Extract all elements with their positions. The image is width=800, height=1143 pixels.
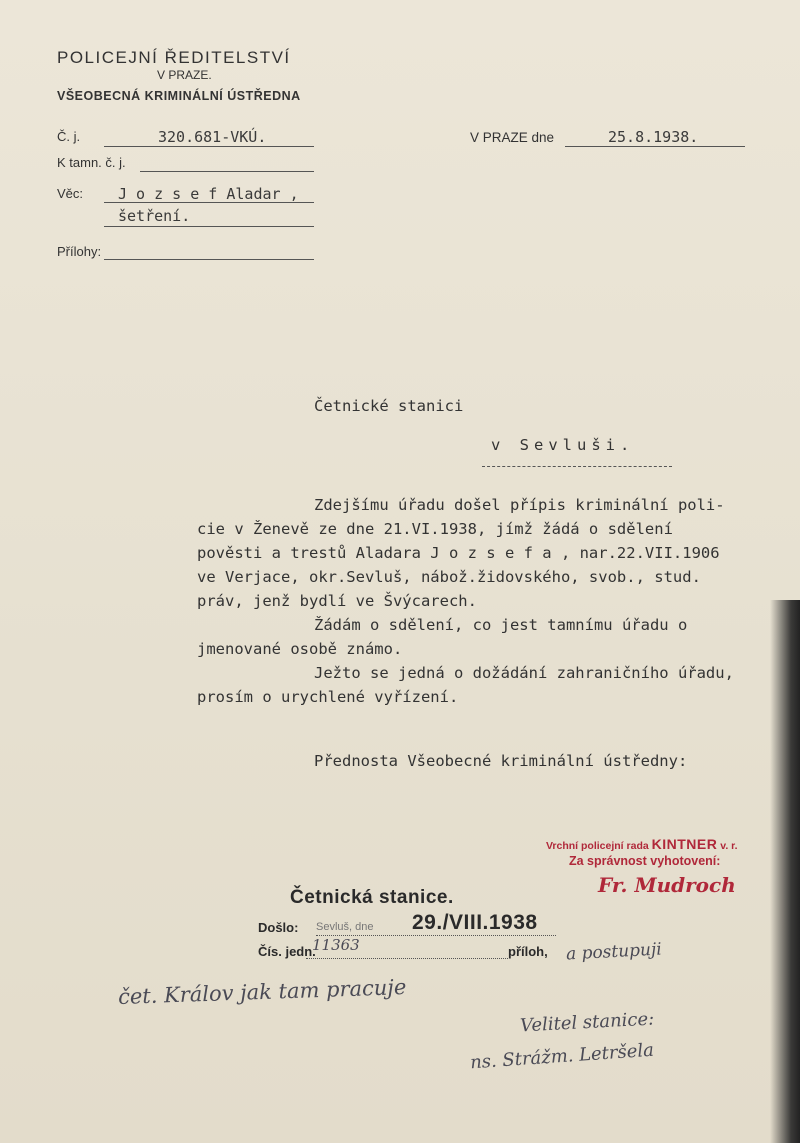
subject-line1 bbox=[104, 201, 314, 203]
addressee-underline bbox=[482, 465, 672, 467]
official-name: KINTNER bbox=[651, 836, 718, 852]
entry-number-label: Čís. jedn. bbox=[258, 944, 316, 959]
attachments-line bbox=[104, 258, 314, 260]
body-line: práv, jenž bydlí ve Švýcarech. bbox=[197, 592, 477, 610]
signatory-title: Přednosta Všeobecné kriminální ústředny: bbox=[314, 752, 688, 770]
body-line: jmenované osobě známo. bbox=[197, 640, 403, 658]
receipt-stamp-title: Četnická stanice. bbox=[290, 887, 454, 908]
official-signature-stamp bbox=[546, 836, 738, 852]
body-line: cie v Ženevě ze dne 21.VI.1938, jímž žádá o sdělení bbox=[197, 520, 673, 538]
date-value: 25.8.1938. bbox=[608, 128, 699, 146]
department-name: VŠEOBECNÁ KRIMINÁLNÍ ÚSTŘEDNA bbox=[57, 89, 301, 103]
institution-name: POLICEJNÍ ŘEDITELSTVÍ bbox=[57, 48, 291, 67]
addressee-line2: v Sevluši. bbox=[491, 436, 635, 454]
body-line: prosím o urychlené vyřízení. bbox=[197, 688, 459, 706]
received-date: 29./VIII.1938 bbox=[412, 911, 538, 934]
verifier-signature: Fr. Mudroch bbox=[598, 873, 736, 897]
entry-number-value: 11363 bbox=[312, 936, 360, 954]
addressee-line1: Četnické stanici bbox=[314, 397, 464, 415]
body-line: Žádám o sdělení, co jest tamnímu úřadu o bbox=[314, 616, 688, 634]
institution-city: V PRAZE. bbox=[157, 68, 212, 82]
prior-ref-label: K tamn. č. j. bbox=[57, 155, 126, 170]
received-place: Sevluš, dne bbox=[316, 921, 374, 933]
certification-text: Za správnost vyhotovení: bbox=[569, 854, 721, 868]
body-line: ve Verjace, okr.Sevluš, nábož.židovského, svob., stud. bbox=[197, 568, 701, 586]
entry-number-line bbox=[306, 957, 508, 959]
official-name-suffix: v. r. bbox=[720, 840, 738, 852]
ref-number-value: 320.681-VKÚ. bbox=[158, 128, 267, 146]
subject-line2 bbox=[104, 225, 314, 227]
date-label: V PRAZE dne bbox=[470, 130, 555, 145]
handwritten-note-instruction: čet. Králov jak tam pracuje bbox=[117, 974, 407, 1010]
received-label: Došlo: bbox=[258, 920, 299, 935]
handwritten-commander-signature: ns. Strážm. Letršela bbox=[469, 1039, 655, 1074]
attachments-label: Přílohy: bbox=[57, 244, 102, 259]
body-line: Zdejšímu úřadu došel přípis kriminální poli- bbox=[314, 496, 725, 514]
page-edge-shadow bbox=[770, 600, 800, 1143]
prior-ref-line bbox=[140, 170, 314, 172]
official-name-prefix: Vrchní policejní rada bbox=[546, 840, 649, 852]
handwritten-commander-title: Velitel stanice: bbox=[519, 1008, 655, 1037]
subject-value-line1: J o z s e f Aladar , bbox=[118, 185, 299, 203]
body-line: pověsti a trestů Aladara J o z s e f a , nar.22.VII.1906 bbox=[197, 544, 720, 562]
subject-value-line2: šetření. bbox=[118, 207, 191, 225]
body-line: Ježto se jedná o dožádání zahraničního úřadu, bbox=[314, 664, 734, 682]
ref-number-label: Č. j. bbox=[57, 129, 81, 144]
subject-label: Věc: bbox=[57, 186, 84, 201]
attachments-count-label: příloh, bbox=[508, 944, 548, 959]
handwritten-note-forward: a postupuji bbox=[565, 939, 663, 965]
